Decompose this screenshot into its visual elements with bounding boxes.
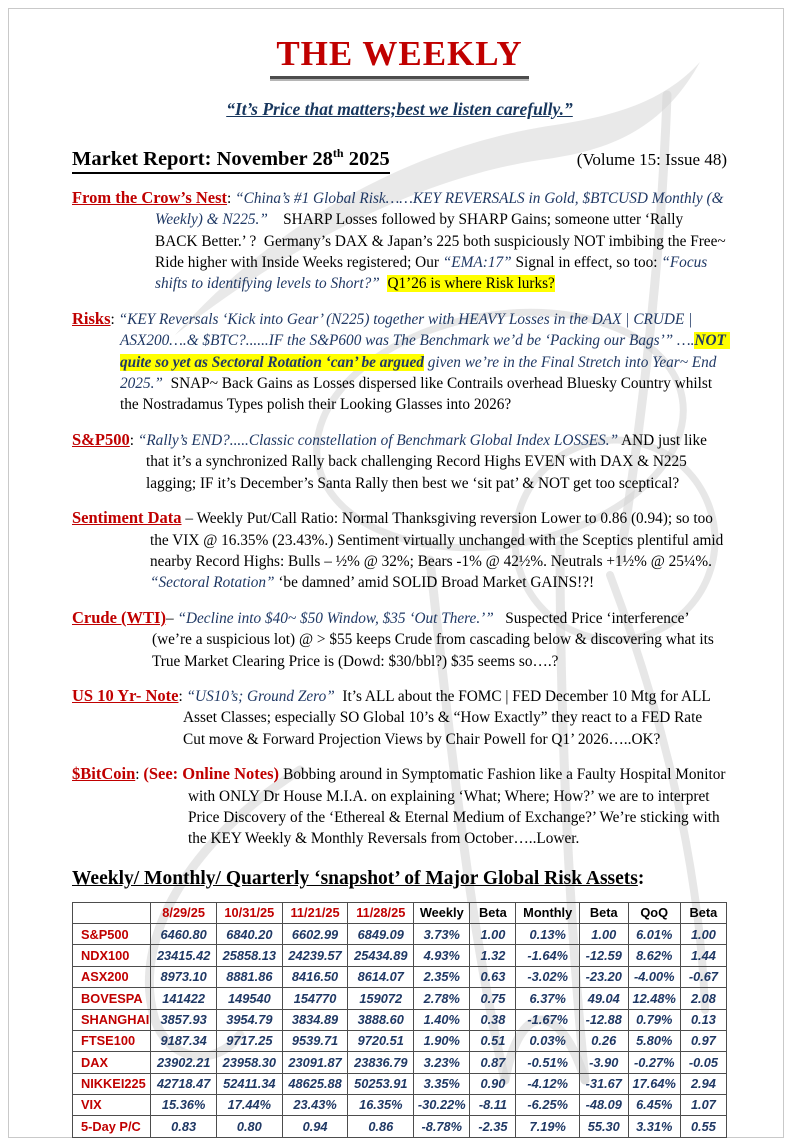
table-cell: 3888.60 xyxy=(348,1009,414,1030)
table-cell: 2.08 xyxy=(680,988,726,1009)
table-cell: 1.90% xyxy=(414,1030,470,1051)
table-cell: 0.79% xyxy=(628,1009,680,1030)
table-cell: -1.67% xyxy=(516,1009,579,1030)
row-label: BOVESPA xyxy=(73,988,151,1009)
table-cell: 0.51 xyxy=(470,1030,516,1051)
table-cell: 6.37% xyxy=(516,988,579,1009)
table-cell: 4.93% xyxy=(414,945,470,966)
table-header-cell: Monthly xyxy=(516,902,579,923)
table-cell: 17.44% xyxy=(216,1094,282,1115)
table-cell: 1.07 xyxy=(680,1094,726,1115)
row-label: SHANGHAI xyxy=(73,1009,151,1030)
report-paragraph xyxy=(72,307,730,416)
text-segment: “KEY Reversals ‘Kick into Gear’ (N225) together with HEAVY Losses in the DAX | CRUDE | ASX200….& $BTC?......IF the S&P600 was The Benchmark we’d be ‘Packing our Bags’” …. xyxy=(118,310,696,350)
table-cell: 9717.25 xyxy=(216,1030,282,1051)
table-header-row xyxy=(73,902,727,923)
table-cell: -0.67 xyxy=(680,966,726,987)
report-body xyxy=(72,186,730,850)
table-cell: 6840.20 xyxy=(216,924,282,945)
text-segment: AND just like that it’s a synchronized Rally back challenging Record Highs EVEN with DAX & N225 lagging; IF it’s December’s Santa Rally then best we ‘sit pat’ & NOT get too sceptical? xyxy=(146,431,711,492)
table-cell: -0.05 xyxy=(680,1052,726,1073)
table-row xyxy=(73,1116,727,1137)
table-cell: -8.78% xyxy=(414,1116,470,1137)
table-header-cell: 8/29/25 xyxy=(151,902,217,923)
section-label: Risks xyxy=(72,308,111,328)
table-cell: 2.78% xyxy=(414,988,470,1009)
table-cell: 1.44 xyxy=(680,945,726,966)
table-header-cell: Beta xyxy=(470,902,516,923)
section-label-separator: : xyxy=(227,189,236,207)
text-segment: Bobbing around in Symptomatic Fashion like a Faulty Hospital Monitor with ONLY Dr House M.I.A. on explaining ‘What; Where; How?’ we are to interpret Price Discovery of the ‘Ethereal & Eternal Medium of Exchange?’ We’re sticking with the KEY Weekly & Monthly Reversals from October…..Lower. xyxy=(188,766,730,848)
table-cell: 23958.30 xyxy=(216,1052,282,1073)
table-row xyxy=(73,1094,727,1115)
table-cell: 23902.21 xyxy=(151,1052,217,1073)
table-cell: 1.00 xyxy=(470,924,516,945)
table-cell: 2.94 xyxy=(680,1073,726,1094)
section-label: Crude (WTI) xyxy=(72,607,166,627)
text-segment: “US10’s; Ground Zero” xyxy=(186,687,335,705)
table-cell: 12.48% xyxy=(628,988,680,1009)
table-cell: 5.80% xyxy=(628,1030,680,1051)
text-segment: Weekly Put/Call Ratio: Normal Thanksgiving reversion Lower to 0.86 (0.94); so too the VIX @ 16.35% (23.43%.) Sentiment virtually unchanged with the Sceptics plentiful amid nearby Record Highs: Bulls – ½% @ 32%; Bears -1% @ 42½%. Neutrals +1½% @ 25¼%. xyxy=(150,510,728,570)
table-cell: 3.23% xyxy=(414,1052,470,1073)
table-cell: 0.80 xyxy=(216,1116,282,1137)
text-segment: (See: Online Notes) xyxy=(143,764,284,784)
table-cell: 55.30 xyxy=(579,1116,628,1137)
report-title xyxy=(72,146,390,174)
table-header-cell: 11/28/25 xyxy=(348,902,414,923)
table-cell: 3.35% xyxy=(414,1073,470,1094)
table-cell: 8973.10 xyxy=(151,966,217,987)
table-cell: 0.26 xyxy=(579,1030,628,1051)
report-title-ordinal: th xyxy=(332,146,344,160)
text-segment: “Decline into $40~ $50 Window, $35 ‘Out There.’” xyxy=(177,609,494,627)
report-title-text: Market Report: November 28 xyxy=(72,147,333,170)
table-cell: 6849.09 xyxy=(348,924,414,945)
table-cell: 23836.79 xyxy=(348,1052,414,1073)
table-header-cell: Weekly xyxy=(414,902,470,923)
table-header-cell: Beta xyxy=(579,902,628,923)
table-cell: 1.00 xyxy=(579,924,628,945)
section-label-separator: – xyxy=(181,510,197,528)
table-cell: -3.90 xyxy=(579,1052,628,1073)
table-cell: -31.67 xyxy=(579,1073,628,1094)
table-cell: 8881.86 xyxy=(216,966,282,987)
table-row xyxy=(73,966,727,987)
table-cell: 42718.47 xyxy=(151,1073,217,1094)
table-cell: -23.20 xyxy=(579,966,628,987)
table-cell: -8.11 xyxy=(470,1094,516,1115)
table-cell: 0.13% xyxy=(516,924,579,945)
table-cell: 24239.57 xyxy=(282,945,348,966)
table-cell: -4.00% xyxy=(628,966,680,987)
table-cell: 9187.34 xyxy=(151,1030,217,1051)
text-segment: NOT quite so yet as Sectoral Rotation ‘can’ be argued xyxy=(120,332,730,371)
volume-issue: (Volume 15: Issue 48) xyxy=(576,149,727,169)
text-segment: SNAP~ Back Gains as Losses dispersed like Contrails overhead Bluesky Country whilst the Nostradamus Types polish their Looking Glasses into 2026? xyxy=(120,375,716,414)
section-label-separator: : xyxy=(178,687,187,705)
report-paragraph xyxy=(72,506,727,594)
table-cell: 0.97 xyxy=(680,1030,726,1051)
table-cell: -0.27% xyxy=(628,1052,680,1073)
risk-assets-table xyxy=(72,902,727,1138)
table-cell: 8614.07 xyxy=(348,966,414,987)
table-row xyxy=(73,1052,727,1073)
text-segment: SHARP Losses followed by SHARP Gains; someone utter ‘Rally BACK Better.’ ? Germany’s DAX & Japan’s 225 both suspiciously NOT imbibing the Free~ Ride higher with Inside Weeks registered; Our xyxy=(155,211,730,272)
table-cell: 0.83 xyxy=(151,1116,217,1137)
table-row xyxy=(73,988,727,1009)
table-cell: -2.35 xyxy=(470,1116,516,1137)
table-cell: 1.32 xyxy=(470,945,516,966)
table-row xyxy=(73,1073,727,1094)
table-cell: 0.55 xyxy=(680,1116,726,1137)
table-cell: 17.64% xyxy=(628,1073,680,1094)
table-cell: 25434.89 xyxy=(348,945,414,966)
table-cell: 23.43% xyxy=(282,1094,348,1115)
row-label: FTSE100 xyxy=(73,1030,151,1051)
text-segment: “Rally’s END?.....Classic constellation of Benchmark Global Index LOSSES.” xyxy=(137,431,619,449)
table-cell: 7.19% xyxy=(516,1116,579,1137)
section-label: From the Crow’s Nest xyxy=(72,187,228,207)
table-cell: 3.73% xyxy=(414,924,470,945)
text-segment: “Focus shifts to identifying levels to Short?” xyxy=(155,254,712,293)
text-segment: Signal in effect, so too: xyxy=(511,254,662,272)
table-cell: 8.62% xyxy=(628,945,680,966)
text-segment: given we’re in the Final Stretch into Year~ End 2025.” xyxy=(120,353,721,393)
table-cell: -4.12% xyxy=(516,1073,579,1094)
table-cell: 0.94 xyxy=(282,1116,348,1137)
table-cell: 3954.79 xyxy=(216,1009,282,1030)
text-segment: Suspected Price ‘interference’ (we’re a suspicious lot) @ > $55 keeps Crude from cascading below & discovering what its True Market Clearing Price is (Dowd: $30/bbl?) $35 seems so….? xyxy=(152,609,718,670)
text-segment: It’s ALL about the FOMC | FED December 10 Mtg for ALL Asset Classes; especially SO Global 10’s & “How Exactly” they react to a FED Rate Cut move & Forward Projection Views by Chair Powell for Q1’ 2026…..OK? xyxy=(183,687,714,748)
report-header-row xyxy=(72,146,727,174)
text-segment: “China’s #1 Global Risk……KEY REVERSALS in Gold, $BTCUSD Monthly (& Weekly) & N225.” xyxy=(155,189,728,229)
table-heading-colon: : xyxy=(637,867,645,889)
table-cell: 8416.50 xyxy=(282,966,348,987)
table-cell: 48625.88 xyxy=(282,1073,348,1094)
table-corner-cell xyxy=(73,902,151,923)
table-cell: 25858.13 xyxy=(216,945,282,966)
table-cell: 1.00 xyxy=(680,924,726,945)
table-cell: 2.35% xyxy=(414,966,470,987)
table-row xyxy=(73,1030,727,1051)
report-paragraph xyxy=(72,186,730,295)
row-label: ASX200 xyxy=(73,966,151,987)
table-cell: 15.36% xyxy=(151,1094,217,1115)
table-row xyxy=(73,924,727,945)
table-heading-text: Weekly/ Monthly/ Quarterly ‘snapshot’ of Major Global Risk Assets xyxy=(72,867,638,889)
table-cell: 23091.87 xyxy=(282,1052,348,1073)
table-cell: 9539.71 xyxy=(282,1030,348,1051)
table-cell: -0.51% xyxy=(516,1052,579,1073)
table-cell: -30.22% xyxy=(414,1094,470,1115)
table-cell: 3.31% xyxy=(628,1116,680,1137)
table-cell: 23415.42 xyxy=(151,945,217,966)
table-cell: 0.38 xyxy=(470,1009,516,1030)
table-cell: 16.35% xyxy=(348,1094,414,1115)
table-header-cell: 10/31/25 xyxy=(216,902,282,923)
table-cell: 9720.51 xyxy=(348,1030,414,1051)
text-segment: “EMA:17” xyxy=(442,254,512,272)
table-cell: 0.03% xyxy=(516,1030,579,1051)
text-segment: ‘be damned’ amid SOLID Broad Market GAINS!?! xyxy=(274,574,595,592)
table-cell: -3.02% xyxy=(516,966,579,987)
section-label-separator: : xyxy=(129,431,138,449)
newsletter-masthead xyxy=(72,34,727,79)
section-label: US 10 Yr- Note xyxy=(72,685,179,705)
row-label: NDX100 xyxy=(73,945,151,966)
table-cell: 159072 xyxy=(348,988,414,1009)
table-heading xyxy=(72,868,727,890)
table-cell: 141422 xyxy=(151,988,217,1009)
table-cell: 3857.93 xyxy=(151,1009,217,1030)
row-label: NIKKEI225 xyxy=(73,1073,151,1094)
table-cell: 49.04 xyxy=(579,988,628,1009)
table-header-cell: 11/21/25 xyxy=(282,902,348,923)
table-cell: -12.59 xyxy=(579,945,628,966)
row-label: DAX xyxy=(73,1052,151,1073)
table-cell: 0.63 xyxy=(470,966,516,987)
section-label: S&P500 xyxy=(72,429,130,449)
tagline-text: “It’s Price that matters;best we listen carefully.” xyxy=(226,99,573,119)
table-cell: 1.40% xyxy=(414,1009,470,1030)
table-cell: 6460.80 xyxy=(151,924,217,945)
table-cell: 154770 xyxy=(282,988,348,1009)
table-cell: 0.90 xyxy=(470,1073,516,1094)
table-cell: 3834.89 xyxy=(282,1009,348,1030)
table-cell: 0.13 xyxy=(680,1009,726,1030)
section-label: $BitCoin xyxy=(72,764,136,784)
table-cell: -12.88 xyxy=(579,1009,628,1030)
report-paragraph xyxy=(72,684,727,750)
table-cell: 6602.99 xyxy=(282,924,348,945)
report-paragraph xyxy=(72,606,727,672)
table-header-cell: Beta xyxy=(680,902,726,923)
section-label-separator: : xyxy=(135,766,144,784)
section-label: Sentiment Data xyxy=(72,508,182,528)
table-cell: 6.45% xyxy=(628,1094,680,1115)
table-cell: 52411.34 xyxy=(216,1073,282,1094)
table-cell: 6.01% xyxy=(628,924,680,945)
page-title: THE WEEKLY xyxy=(270,34,528,79)
table-cell: 0.75 xyxy=(470,988,516,1009)
report-paragraph xyxy=(72,428,727,494)
row-label: VIX xyxy=(73,1094,151,1115)
table-row xyxy=(73,1009,727,1030)
table-cell: 0.86 xyxy=(348,1116,414,1137)
table-cell: 0.87 xyxy=(470,1052,516,1073)
section-label-separator: – xyxy=(165,609,178,627)
table-row xyxy=(73,945,727,966)
table-cell: -48.09 xyxy=(579,1094,628,1115)
section-label-separator: : xyxy=(110,310,119,328)
row-label: 5-Day P/C xyxy=(73,1116,151,1137)
table-cell: -1.64% xyxy=(516,945,579,966)
table-cell: 50253.91 xyxy=(348,1073,414,1094)
row-label: S&P500 xyxy=(73,924,151,945)
report-title-year: 2025 xyxy=(343,147,390,170)
report-paragraph xyxy=(72,762,730,850)
table-cell: -6.25% xyxy=(516,1094,579,1115)
tagline xyxy=(72,99,727,120)
table-header-cell: QoQ xyxy=(628,902,680,923)
table-cell: 149540 xyxy=(216,988,282,1009)
text-segment: Q1’26 is where Risk lurks? xyxy=(387,275,555,293)
text-segment: “Sectoral Rotation” xyxy=(150,574,275,592)
